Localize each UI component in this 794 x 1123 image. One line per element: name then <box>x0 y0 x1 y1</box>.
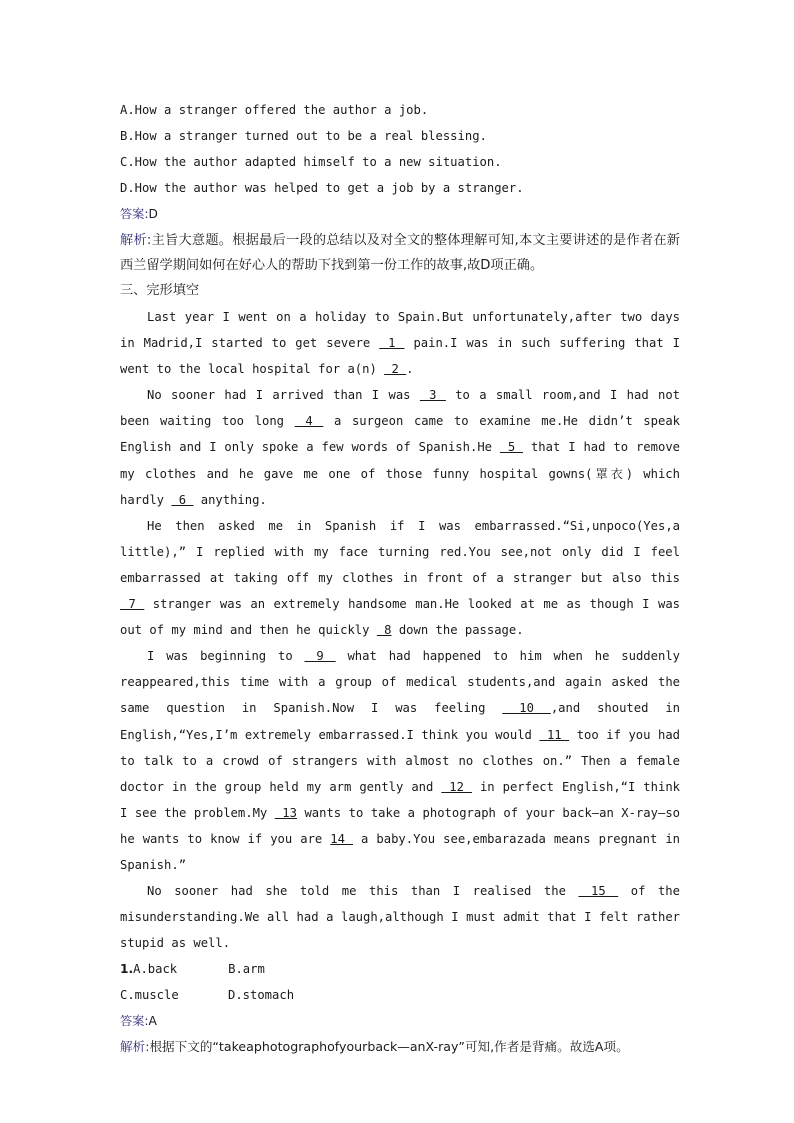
paragraph-1: Last year I went on a holiday to Spain.But unfortunately,after two days in Madrid,I started to get severe 1 pain.I was in such suffering that I went to the local hospital for a(n) 2 . <box>120 310 680 377</box>
blank-8: 8 <box>376 623 392 638</box>
paragraph-5: No sooner had she told me this than I realised the 15 of the misunderstanding.We all had a laugh,although I must admit that I felt rather stupid as well. <box>120 884 680 951</box>
analysis-label: 解析: <box>120 233 152 248</box>
question-1-options-row-2 <box>120 982 680 1008</box>
blank-2: 2 <box>384 362 407 377</box>
analysis-label-2: 解析: <box>120 1039 150 1055</box>
q1-option-c: C.muscle <box>120 988 179 1003</box>
answer-value: D <box>148 207 158 221</box>
analysis-text: 主旨大意题。根据最后一段的总结以及对全文的整体理解可知,本文主要讲述的是作者在新西兰留学期间如何在好心人的帮助下找到第一份工作的故事,故D项正确。 <box>120 233 680 273</box>
answer-label-2: 答案: <box>120 1014 149 1029</box>
q1-option-b: B.arm <box>228 962 265 977</box>
section-title: 三、完形填空 <box>120 283 200 298</box>
paragraph-2: No sooner had I arrived than I was 3 to a small room,and I had not been waiting too long 4 a surgeon came to examine me.He didn’t speak English and I only spoke a few words of Spanish.He 5 that I had to remove my clothes and he gave me one of those funny hospital gowns(罩衣) which hardly 6 anything. <box>120 388 681 507</box>
option-a: A.How a stranger offered the author a job. <box>120 103 429 117</box>
answer-line <box>120 201 680 227</box>
blank-1: 1 <box>379 336 405 351</box>
answer-value-2: A <box>148 1014 157 1029</box>
question-number: 1. <box>120 962 134 977</box>
option-b: B.How a stranger turned out to be a real blessing. <box>120 129 487 143</box>
blank-14: 14 <box>330 831 354 846</box>
answer-label: 答案: <box>120 207 149 221</box>
paragraph-4: I was beginning to 9 what had happened to him when he suddenly reappeared,this time with a group of medical students,and again asked the same question in Spanish.Now I was feeling 10 ,and shouted in English,“Yes,I’m extremely embarrassed.I think you would 11 too if you had to talk to a crowd of strangers with almost no clothes on.” Then a female doctor in the group held my arm gently and 12 in perfect English,“I think I see the problem.My 13 wants to take a photograph of your back—an X-ray—so he wants to know if you are 14 a baby.You see,embarazada means pregnant in Spanish.” <box>120 649 681 872</box>
analysis-text-2: 根据下文的“takeaphotographofyourback—anX-ray”可知,作者是背痛。故选A项。 <box>149 1039 629 1055</box>
paragraph-3: He then asked me in Spanish if I was embarrassed.“Si,unpoco(Yes,a little),” I replied with my face turning red.You see,not only did I feel embarrassed at taking off my clothes in front of a stranger but also this 7 stranger was an extremely handsome man.He looked at me as though I was out of my mind and then he quickly 8 down the passage. <box>120 518 680 638</box>
question-1-options-row-1 <box>120 956 680 982</box>
option-d: D.How the author was helped to get a job by a stranger. <box>120 181 524 195</box>
blank-4: 4 <box>294 414 324 429</box>
analysis-paragraph <box>120 228 680 278</box>
option-c: C.How the author adapted himself to a new situation. <box>120 155 502 169</box>
blank-15: 15 <box>578 884 619 899</box>
q1-option-a: A.back <box>133 962 178 977</box>
answer-line-2 <box>120 1008 680 1034</box>
document-page <box>120 97 680 1060</box>
blank-9: 9 <box>304 649 336 664</box>
q1-option-d: D.stomach <box>228 988 295 1003</box>
blank-12: 12 <box>441 779 472 794</box>
blank-10: 10 <box>502 701 551 716</box>
blank-3: 3 <box>419 388 446 403</box>
blank-5: 5 <box>499 440 524 455</box>
blank-7: 7 <box>120 597 145 612</box>
analysis-line-2 <box>120 1034 680 1060</box>
blank-13: 13 <box>274 805 297 820</box>
blank-6: 6 <box>171 492 194 507</box>
blank-11: 11 <box>539 727 570 742</box>
